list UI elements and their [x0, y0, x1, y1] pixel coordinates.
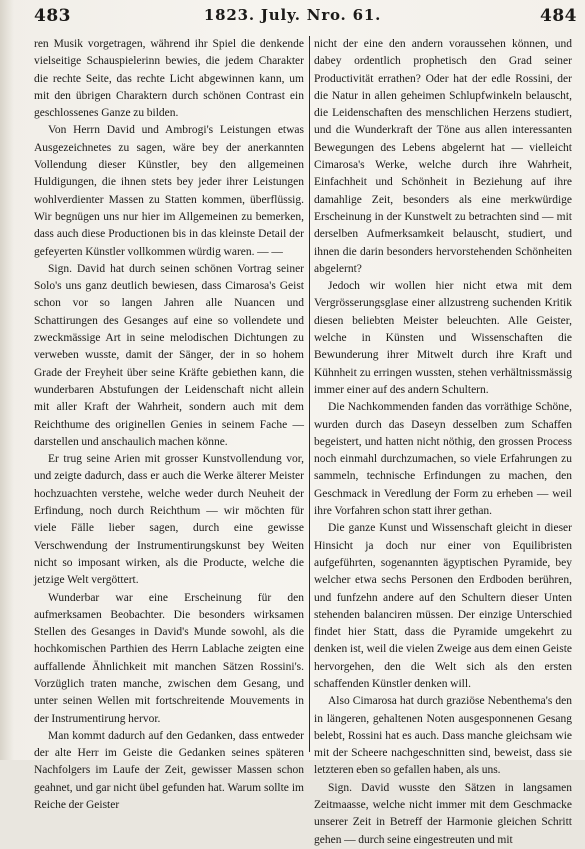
paragraph: Sign. David hat durch seinen schönen Vortrag seiner Solo's uns ganz deutlich bewiesen, dass Cimarosa's Geist schon vor so langen Jahren alle Nuancen und Schattirungen des Gesanges auf eine so vollendete und zweckmässige Art in seine melodischen Dichtungen zu verweben wusste, damit der Sänger, der in so hohem Grade der Freyheit über seine Kräfte gebiethen kann, die wunderbaren Abstufungen der Leidenschaft nicht allein mit aller Kraft der Wahrheit, sondern auch mit dem Reichthume des originellen Genies in seinem Fache — darstellen und anschaulich machen könne. — [34, 262, 304, 448]
paragraph: Die Nachkommenden fanden das vorräthige Schöne, wurden durch das Daseyn desselben zum Schaffen begeistert, und hatten nicht nöthig, den grossen Process noch einmahl durchzumachen, so viele Erfahrungen zu sammeln, technische Erfindungen zu machen, den Geschmack in Veredlung der Form zu erheben — weil ihre Vorfahren schon statt ihrer gethan. — [314, 401, 572, 518]
page-header — [0, 0, 585, 36]
paragraph: ren Musik vorgetragen, während ihr Spiel die denkende vielseitige Schauspielerinn bewies, die jedem Charakter die rechte Seite, das rechte Licht abgewinnen kann, um mit den übrigen Charaktern durch schönen Contrast ein geschlossenes Ganze zu bilden. — [34, 38, 304, 120]
left-column — [34, 36, 304, 814]
column-divider — [309, 36, 310, 752]
page-number-right: 484 — [540, 6, 577, 26]
gutter-shadow — [0, 0, 14, 760]
paragraph: Er trug seine Arien mit grosser Kunstvollendung vor, und zeigte dadurch, dass er auch die Werke älterer Meister hochzuachten verstehe, welche weder durch Neuheit der Erfindung, noch durch Reichthum — wir möchten für viele Fälle lieber sagen, durch eine gewisse Verschwendung der Instrumentirungskunst bey Weiten nicht so imposant wirken, als die Producte, welche die jetzige Welt vergöttert. — [34, 453, 304, 587]
paragraph: Die ganze Kunst und Wissenschaft gleicht in dieser Hinsicht ja doch nur einer von Equilibristen aufgeführten, sogenannten ägyptischen Pyramide, bey welcher etwa sechs Personen den Erdboden berühren, und funfzehn andere auf den Schultern dieser Unten stehenden balanciren müssen. Der einzige Unterschied findet hier Statt, dass die Pyramide umgekehrt zu denken ist, weil die vielen Zweige aus dem einen Geiste hervorgehen, den die Welt sich als den ersten schaffenden Künstler denken will. — [314, 522, 572, 690]
page-number-left: 483 — [34, 6, 71, 26]
paragraph: nicht der eine den andern voraussehen können, und dabey ordentlich prophetisch den Grad seiner Productivität errathen? Oder hat der edle Rossini, der die Natur in allen geheimen Schlupfwinkeln belauscht, die Leidenschaften des menschlichen Herzens studiert, und die Wunderkraft der Töne aus allen interessanten Bewegungen des Lebens abgelernt hat — vielleicht Cimarosa's Werke, welche durch ihre Wahrheit, Einfachheit und Schönheit in Beziehung auf ihre damahlige Zeit, besonders als eine merkwürdige Erscheinung in der Kunstwelt zu betrachten sind — mit derselben Aufmerksamkeit belauscht, studiert, und ihnen die darin besonders hervorstehenden Schönheiten abgelernt? — [314, 38, 572, 275]
paragraph: Von Herrn David und Ambrogi's Leistungen etwas Ausgezeichnetes zu sagen, wäre bey der anerkannten Vollendung dieser Künstler, bey den allgemeinen Huldigungen, die ihnen stets bey jeder ihrer Leistungen wohlverdienter Massen zu Statten kommen, überflüssig. Wir begnügen uns nur hier im Allgemeinen zu bemerken, dass auch diese Productionen bis in das kleinste Detail der gefeyerten Künstler vollkommen würdig waren. — — — [34, 124, 304, 258]
running-title: 1823. July. Nro. 61. — [203, 6, 382, 24]
paragraph: Also Cimarosa hat durch graziöse Nebenthema's den in längeren, gehaltenen Noten ausgesponnenen Gesang belebt, Rossini hat es auch. Dass manche gleichsam wie mit der Scheere nachgeschnitten sind, beweist, dass sie letzteren eben so gefallen haben, als uns. — [314, 695, 572, 777]
right-column — [314, 36, 572, 849]
paragraph: Sign. David wusste den Sätzen in langsamen Zeitmaasse, welche nicht immer mit dem Geschmacke unserer Zeit in Betreff der Harmonie gleichen Schritt gehen — durch seine eingestreuten und mit — [314, 781, 572, 846]
paragraph: Wunderbar war eine Erscheinung für den aufmerksamen Beobachter. Die besonders wirksamen Stellen des Gesanges in David's Munde sowohl, als die hochkomischen Parthien des Herrn Lablache zeigten eine auffallende Ähnlichkeit mit manchen Sätzen Rossini's. Vorzüglich traten manche, zwischen dem Gesang, und unter seinen Wellen mit fortschreitende Mouvements in der Instrumentirung hervor. — [34, 591, 304, 725]
paragraph: Man kommt dadurch auf den Gedanken, dass entweder der alte Herr im Geiste die Gedanken seines späteren Nachfolgers im Laufe der Zeit, gewisser Massen schon geahnet, und gar nicht übel gefunden hat. Warum sollte im Reiche der Geister — [34, 729, 304, 812]
paragraph: Jedoch wir wollen hier nicht etwa mit dem Vergrösserungsglase einer allzustreng suchenden Kritik diesen beliebten Meister beleuchten. Alle Geister, welche in Künsten und Wissenschaften die Bewunderung ihrer Mitwelt durch ihre Kraft und Kühnheit zu erringen wussten, stehen verhältnissmässig immer einer auf des andern Schultern. — [314, 280, 572, 396]
